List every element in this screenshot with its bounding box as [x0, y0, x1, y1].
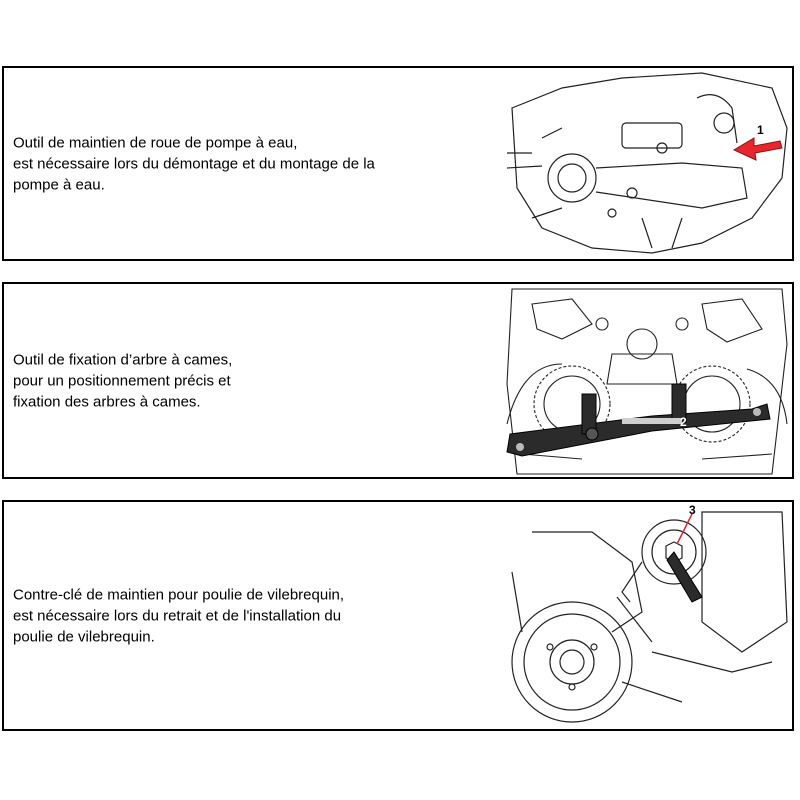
callout-number-1: 1 [757, 123, 764, 137]
callout-number-3: 3 [689, 503, 696, 517]
crank-holder-handle [667, 552, 702, 602]
callout-line-3 [677, 514, 692, 544]
description-line: pour un positionnement précis et [13, 372, 231, 389]
description-line: est nécessaire lors du démontage et du montage de la [13, 155, 375, 172]
description-camshaft [13, 349, 453, 412]
description-line: Outil de maintien de roue de pompe à eau, [13, 134, 298, 151]
description-line: poulie de vilebrequin. [13, 628, 155, 645]
camshaft-tool-bar [507, 384, 770, 456]
description-crankshaft [13, 584, 453, 647]
description-line: est nécessaire lors du retrait et de l'installation du [13, 607, 342, 624]
callout-number-2: 2 [680, 415, 687, 429]
tool-panel-water-pump [2, 66, 794, 261]
description-line: Outil de fixation d’arbre à cames, [13, 351, 233, 368]
description-water-pump [13, 132, 453, 195]
description-line: fixation des arbres à cames. [13, 393, 201, 410]
description-line: Contre-clé de maintien pour poulie de vilebrequin, [13, 586, 345, 603]
crankshaft-holder-illustration [502, 502, 792, 728]
tool-panel-camshaft [2, 282, 794, 479]
tool-panel-crankshaft [2, 500, 794, 731]
description-line: pompe à eau. [13, 176, 105, 193]
camshaft-tool-illustration [502, 284, 792, 476]
water-pump-illustration [502, 68, 792, 258]
